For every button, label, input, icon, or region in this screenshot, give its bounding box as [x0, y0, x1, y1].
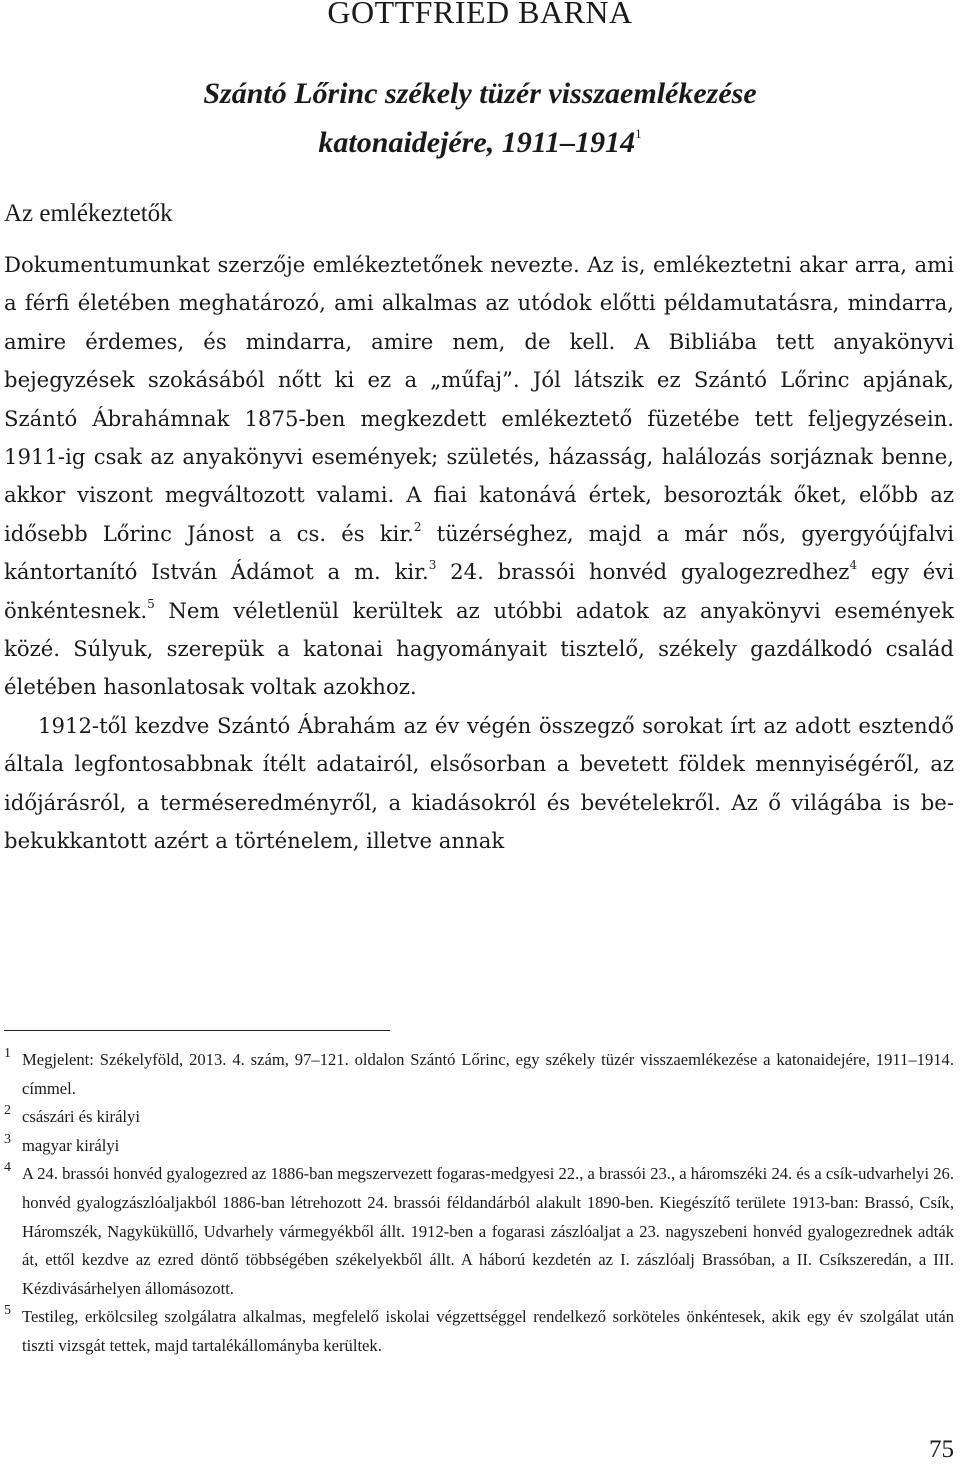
- title-footnote-ref: 1: [635, 126, 642, 141]
- footnote-5-number: 5: [4, 1303, 11, 1319]
- section-heading: Az emlékeztetők: [4, 200, 173, 227]
- paragraph-2: 1912-től kezdve Szántó Ábrahám az év végén összegző sorokat írt az adott esztendő általa legfontosabbnak ítélt adatairól, elsősorban a bevetett földek mennyiségéről, az időjárásról, a terméseredményről, a kiadásokról és bevételekről. Az ő világába is be-bekukkantott azért a történelem, illetve annak: [4, 712, 954, 854]
- footnote-1-text: Megjelent: Székelyföld, 2013. 4. szám, 97–121. oldalon Szántó Lőrinc, egy székely tüzér visszaemlékezése a katonaidejére, 1911–1914. címmel.: [22, 1050, 954, 1098]
- paragraph-1-part-e: Nem véletlenül kerültek az utóbbi adatok az anyakönyvi események közé. Súlyuk, szerepük a katonai hagyományait tisztelő, székely gazdálkodó család életében hasonlatosak voltak azokhoz.: [4, 597, 954, 700]
- footnote-5-text: Testileg, erkölcsileg szolgálatra alkalmas, megfelelő iskolai végzettséggel rendelkező sorköteles önkéntesek, akik egy év szolgálat után tiszti vizsgát tettek, majd tartalékállományba kerültek.: [22, 1307, 954, 1355]
- title-line-2-text: katonaidejére, 1911–1914: [318, 126, 636, 159]
- paragraph-1: [4, 246, 954, 707]
- footnote-3-text: magyar királyi: [22, 1135, 120, 1155]
- footnote-2-text: császári és királyi: [22, 1107, 140, 1127]
- footnote-separator: [4, 1030, 390, 1031]
- footnote-4-number: 4: [4, 1160, 11, 1176]
- paragraph-1-part-a: Dokumentumunkat szerzője emlékeztetőnek nevezte. Az is, emlékeztetni akar arra, ami a férfi életében meghatározó, ami alkalmas az utódok előtti példamutatásra, mindarra, amire érdemes, és mindarra, amire nem, de kell. A Bibliába tett anyakönyvi bejegyzések szokásából nőtt ki ez a „műfaj”. Jól látszik ez Szántó Lőrinc apjának, Szántó Ábrahámnak 1875-ben megkezdett emlékeztető füzetébe tett feljegyzésein. 1911-ig csak az anyakönyvi események; születés, házasság, halálozás sorjáznak benne, akkor viszont megváltozott valami. A fiai katonává értek, besorozták őket, előbb az idősebb Lőrinc Jánost a cs. és kir.: [4, 252, 954, 546]
- author-name: GOTTFRIED BARNA: [327, 0, 633, 30]
- footnote-4: [4, 1160, 954, 1303]
- footnote-1-number: 1: [4, 1046, 11, 1061]
- footnote-ref-2: 2: [413, 519, 422, 534]
- footnote-2: [4, 1103, 954, 1132]
- article-title: [0, 74, 960, 163]
- footnote-ref-3: 3: [428, 558, 437, 573]
- footnotes: [4, 1046, 954, 1361]
- title-line-1: Szántó Lőrinc székely tüzér visszaemlékezése: [203, 77, 757, 110]
- footnote-4-text: A 24. brassói honvéd gyalogezred az 1886-ban megszervezett fogaras-medgyesi 22., a brassói 23., a háromszéki 24. és a csík-udvarhelyi 26. honvéd gyalogzászlóaljakból 1886-ban létrehozott 24. brassói féldandárból alakult 1890-ben. Kiegészítő területe 1913-ban: Brassó, Csík, Háromszék, Nagyküküllő, Udvarhely vármegyékből állt. 1912-ben a fogarasi zászlóaljat a 23. nagyszebeni honvéd gyalogezrednek adták át, ettől kezdve az ezred döntő többségében székelyekből állt. A háború kezdetén az I. zászlóalj Brassóban, a II. Csíkszeredán, a III. Kézdivásárhelyen állomásozott.: [22, 1164, 954, 1298]
- footnote-3: [4, 1132, 954, 1161]
- footnote-3-number: 3: [4, 1131, 11, 1147]
- footnote-5: [4, 1303, 954, 1360]
- page-number: 75: [929, 1436, 954, 1463]
- footnote-ref-4: 4: [849, 558, 858, 573]
- paragraph-1-part-b: tüzérséghez, majd a már nős, gyergyóújfalvi kántortanító István Ádámot a m. kir.: [4, 520, 954, 585]
- footnote-ref-5: 5: [147, 596, 155, 611]
- body-text: [4, 246, 954, 861]
- title-line-2: [0, 114, 960, 163]
- footnote-1: [4, 1046, 954, 1103]
- footnote-2-number: 2: [4, 1103, 11, 1119]
- paragraph-1-part-c: 24. brassói honvéd gyalogezredhez: [436, 559, 850, 585]
- paragraph-1-part-d: egy évi önkéntesnek.: [4, 559, 954, 623]
